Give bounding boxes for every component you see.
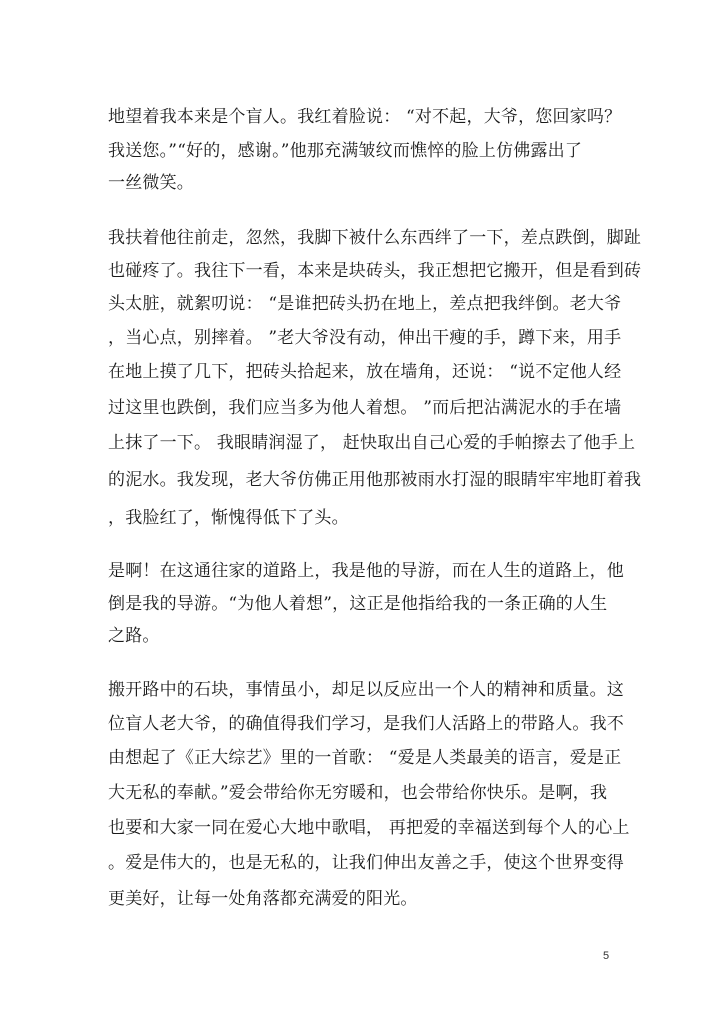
paragraph-4-line-4: 大无私的奉献。”爱会带给你无穷暖和，也会带给你快乐。是啊，我	[108, 783, 608, 803]
paragraph-2-line-2: 也碰疼了。我往下一看，本来是块砖头，我正想把它搬开，但是看到砖	[108, 261, 642, 281]
paragraph-4-line-5: 也要和大家一同在爱心大地中歌唱， 再把爱的幸福送到每个人的心上	[108, 818, 630, 838]
paragraph-4-line-7: 更美好，让每一处角落都充满爱的阳光。	[108, 889, 418, 909]
paragraph-2-line-6: 过这里也跌倒，我们应当多为他人着想。 ”而后把沾满泥水的手在墙	[108, 398, 622, 418]
paragraph-2-line-9: ，我脸红了，惭愧得低下了头。	[108, 508, 349, 528]
paragraph-2-line-1: 我扶着他往前走，忽然，我脚下被什么东西绊了一下，差点跌倒，脚趾	[108, 228, 642, 248]
paragraph-2-line-3: 头太脏，就絮叨说： “是谁把砖头扔在地上，差点把我绊倒。老大爷	[108, 294, 622, 314]
paragraph-4-line-1: 搬开路中的石块，事情虽小，却足以反应出一个人的精神和质量。这	[108, 680, 624, 700]
paragraph-2-line-7: 上抹了一下。 我眼睛润湿了， 赶快取出自己心爱的手帕擦去了他手上	[108, 433, 636, 453]
paragraph-3-line-2: 倒是我的导游。“为他人着想”，这正是他指给我的一条正确的人生	[108, 594, 608, 614]
paragraph-1-line-3: 一丝微笑。	[108, 173, 194, 193]
paragraph-4-line-2: 位盲人老大爷，的确值得我们学习，是我们人活路上的带路人。我不	[108, 714, 624, 734]
paragraph-2-line-8: 的泥水。我发现，老大爷仿佛正用他那被雨水打湿的眼睛牢牢地盯着我	[108, 470, 642, 490]
paragraph-4-line-6: 。爱是伟大的，也是无私的，让我们伸出友善之手，使这个世界变得	[108, 853, 624, 873]
paragraph-3-line-1: 是啊！在这通往家的道路上，我是他的导游，而在人生的道路上，他	[108, 561, 624, 581]
paragraph-2-line-5: 在地上摸了几下，把砖头拾起来，放在墙角，还说： “说不定他人经	[108, 362, 622, 382]
paragraph-1-line-1: 地望着我本来是个盲人。我红着脸说： “对不起，大爷，您回家吗？	[108, 107, 622, 127]
paragraph-3-line-3: 之路。	[108, 626, 160, 646]
paragraph-1-line-2: 我送您。”“好的，感谢。”他那充满皱纹而憔悴的脸上仿佛露出了	[108, 141, 583, 161]
paragraph-2-line-4: ，当心点，别摔着。 ”老大爷没有动，伸出干瘦的手，蹲下来，用手	[108, 328, 622, 348]
paragraph-4-line-3: 由想起了《正大综艺》里的一首歌： “爱是人类最美的语言，爱是正	[108, 748, 622, 768]
page-number: 5	[603, 950, 610, 962]
